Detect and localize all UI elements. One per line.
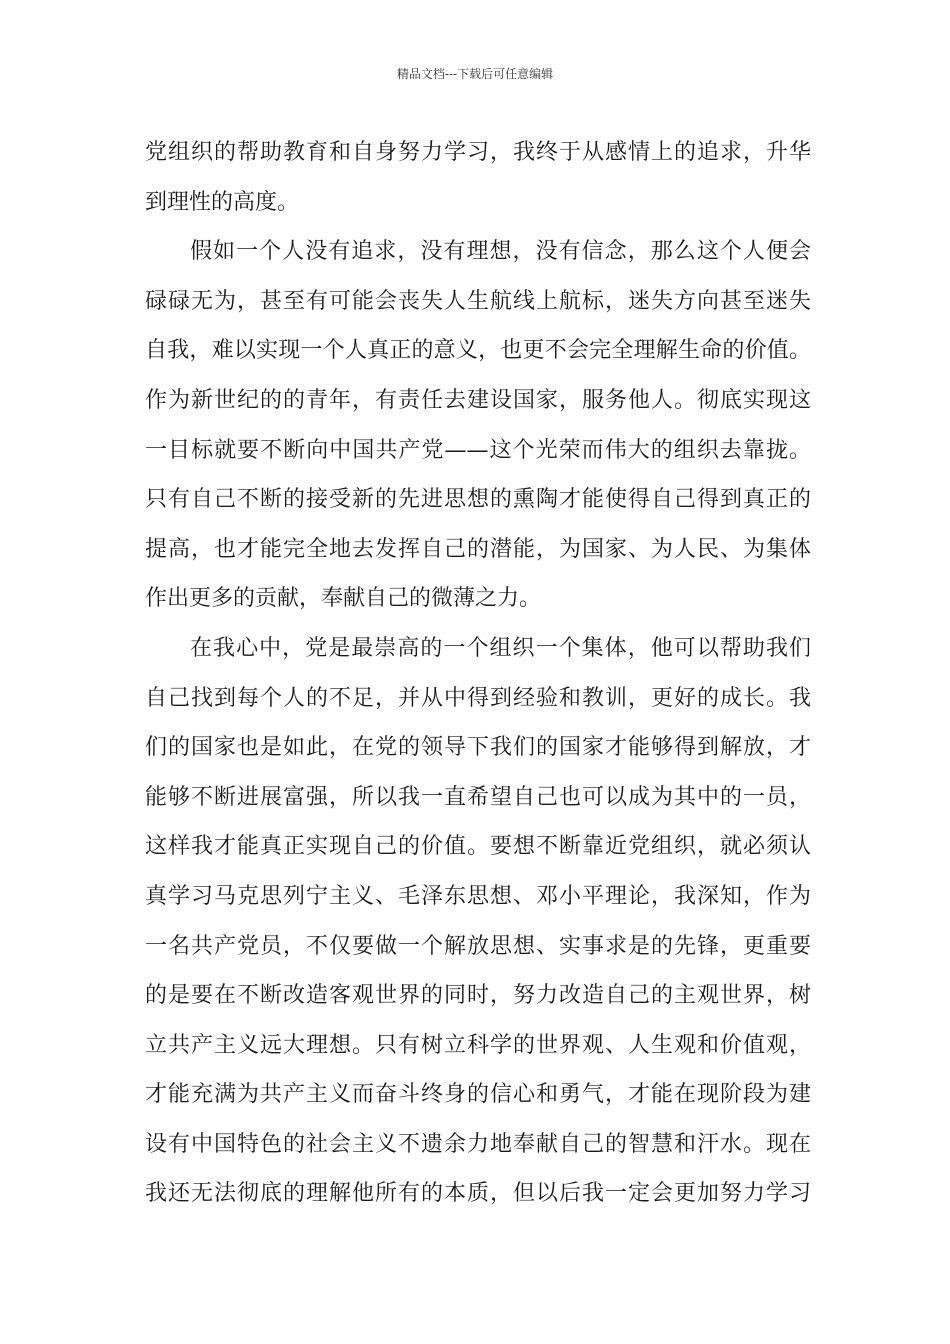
body-text-line: 才能充满为共产主义而奋斗终身的信心和勇气，才能在现阶段为建 (145, 1082, 811, 1108)
body-text-line: 作出更多的贡献，奉献自己的微薄之力。 (145, 586, 542, 612)
body-text-line: 的是要在不断改造客观世界的同时，努力改造自己的主观世界，树 (145, 983, 811, 1009)
body-text-line: 作为新世纪的的青年，有责任去建设国家，服务他人。彻底实现这 (145, 387, 811, 413)
body-text-line: 只有自己不断的接受新的先进思想的熏陶才能使得自己得到真正的 (145, 487, 811, 513)
body-text-line: 假如一个人没有追求，没有理想，没有信念，那么这个人便会 (190, 239, 811, 265)
body-text-line: 这样我才能真正实现自己的价值。要想不断靠近党组织，就必须认 (145, 834, 811, 860)
body-text-line: 一名共产党员，不仅要做一个解放思想、实事求是的先锋，更重要 (145, 933, 811, 959)
body-text-line: 党组织的帮助教育和自身努力学习，我终于从感情上的追求，升华 (145, 140, 811, 165)
body-text-line: 提高，也才能完全地去发挥自己的潜能，为国家、为人民、为集体 (145, 536, 811, 562)
body-text-line: 自己找到每个人的不足，并从中得到经验和教训，更好的成长。我 (145, 685, 811, 711)
body-text-line: 立共产主义远大理想。只有树立科学的世界观、人生观和价值观， (145, 1032, 811, 1058)
body-text-line: 到理性的高度。 (145, 189, 300, 215)
body-text-line: 碌碌无为，甚至有可能会丧失人生航线上航标，迷失方向甚至迷失 (145, 288, 811, 314)
body-text-line: 设有中国特色的社会主义不遗余力地奉献自己的智慧和汗水。现在 (145, 1131, 811, 1157)
page-header: 精品文档---下载后可任意编辑 (396, 67, 554, 81)
body-text-line: 真学习马克思列宁主义、毛泽东思想、邓小平理论，我深知，作为 (145, 883, 811, 909)
body-text-line: 在我心中，党是最崇高的一个组织一个集体，他可以帮助我们 (190, 635, 811, 661)
body-text-line: 能够不断进展富强，所以我一直希望自己也可以成为其中的一员， (145, 784, 811, 810)
document-body (145, 128, 811, 1219)
body-text-line: 们的国家也是如此，在党的领导下我们的国家才能够得到解放，才 (145, 735, 811, 761)
body-text-line: 我还无法彻底的理解他所有的本质，但以后我一定会更加努力学习 (145, 1181, 811, 1207)
body-text-line: 自我，难以实现一个人真正的意义，也更不会完全理解生命的价值。 (145, 338, 811, 364)
body-text-line: 一目标就要不断向中国共产党——这个光荣而伟大的组织去靠拢。 (145, 437, 811, 463)
